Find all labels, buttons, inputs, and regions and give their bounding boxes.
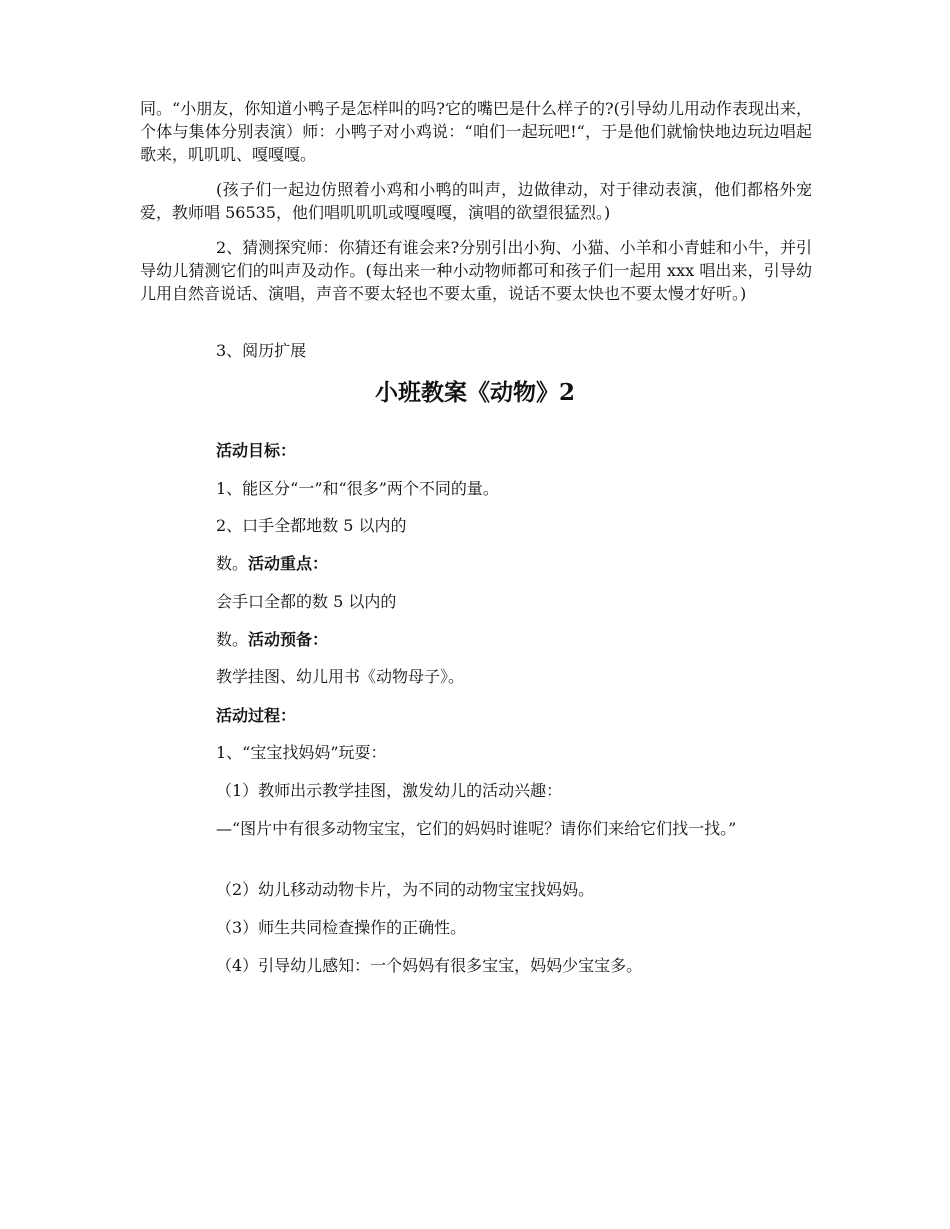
- heading-activity-goal: 活动目标：: [216, 441, 297, 460]
- paragraph-guess-explore: 2、猜测探究师：你猜还有谁会来?分别引出小狗、小猫、小羊和小青蛙和小牛，并引导幼儿猜测它们的叫声及动作。(每出来一种小动物师都可和孩子们一起用 xxx 唱出来，引导幼儿用自然音说话、演唱，声音不要太轻也不要太重，说话不要太快也不要太慢才好听。): [140, 238, 812, 303]
- paragraph-experience-extend: 3、阅历扩展: [216, 341, 307, 360]
- paragraph-children-rhythm: (孩子们一起边仿照着小鸡和小鸭的叫声，边做律动，对于律动表演，他们都格外宠爱，教师唱 56535，他们唱叽叽叽或嘎嘎嘎，演唱的欲望很猛烈。): [140, 180, 812, 222]
- process-step-1-3: （3）师生共同检查操作的正确性。: [216, 918, 467, 937]
- key-item-1-end: 数。: [216, 630, 249, 649]
- process-step-1-4: （4）引导幼儿感知：一个妈妈有很多宝宝，妈妈少宝宝多。: [216, 956, 643, 975]
- goal-and-key-line: [216, 552, 328, 575]
- goal-item-1: 1、能区分“一”和“很多”两个不同的量。: [216, 479, 499, 498]
- heading-activity-key: 活动重点：: [248, 554, 329, 573]
- key-and-prep-line: [216, 628, 328, 651]
- paragraph-intro: 同。“小朋友，你知道小鸭子是怎样叫的吗?它的嘴巴是什么样子的?(引导幼儿用动作表现出来，个体与集体分别表演）师：小鸭子对小鸡说：“咱们一起玩吧!“，于是他们就愉快地边玩边唱起歌来，叽叽叽、嘎嘎嘎。: [140, 99, 812, 164]
- process-step-1-1: （1）教师出示教学挂图，激发幼儿的活动兴趣：: [216, 781, 563, 800]
- process-step-1-2: （2）幼儿移动动物卡片，为不同的动物宝宝找妈妈。: [216, 880, 595, 899]
- lesson-title: 小班教案《动物》2: [374, 379, 575, 406]
- key-item-1: 会手口全都的数 5 以内的: [216, 592, 397, 611]
- process-step-1-quote: —“图片中有很多动物宝宝，它们的妈妈时谁呢？请你们来给它们找一找。”: [216, 819, 737, 838]
- prep-item-1: 教学挂图、幼儿用书《动物母子》。: [216, 667, 465, 686]
- goal-item-2: 2、口手全都地数 5 以内的: [216, 516, 407, 535]
- goal-item-2-end: 数。: [216, 554, 249, 573]
- process-step-1: 1、“宝宝找妈妈”玩耍：: [216, 743, 387, 762]
- heading-activity-prep: 活动预备：: [248, 630, 329, 649]
- heading-activity-process: 活动过程：: [216, 706, 297, 725]
